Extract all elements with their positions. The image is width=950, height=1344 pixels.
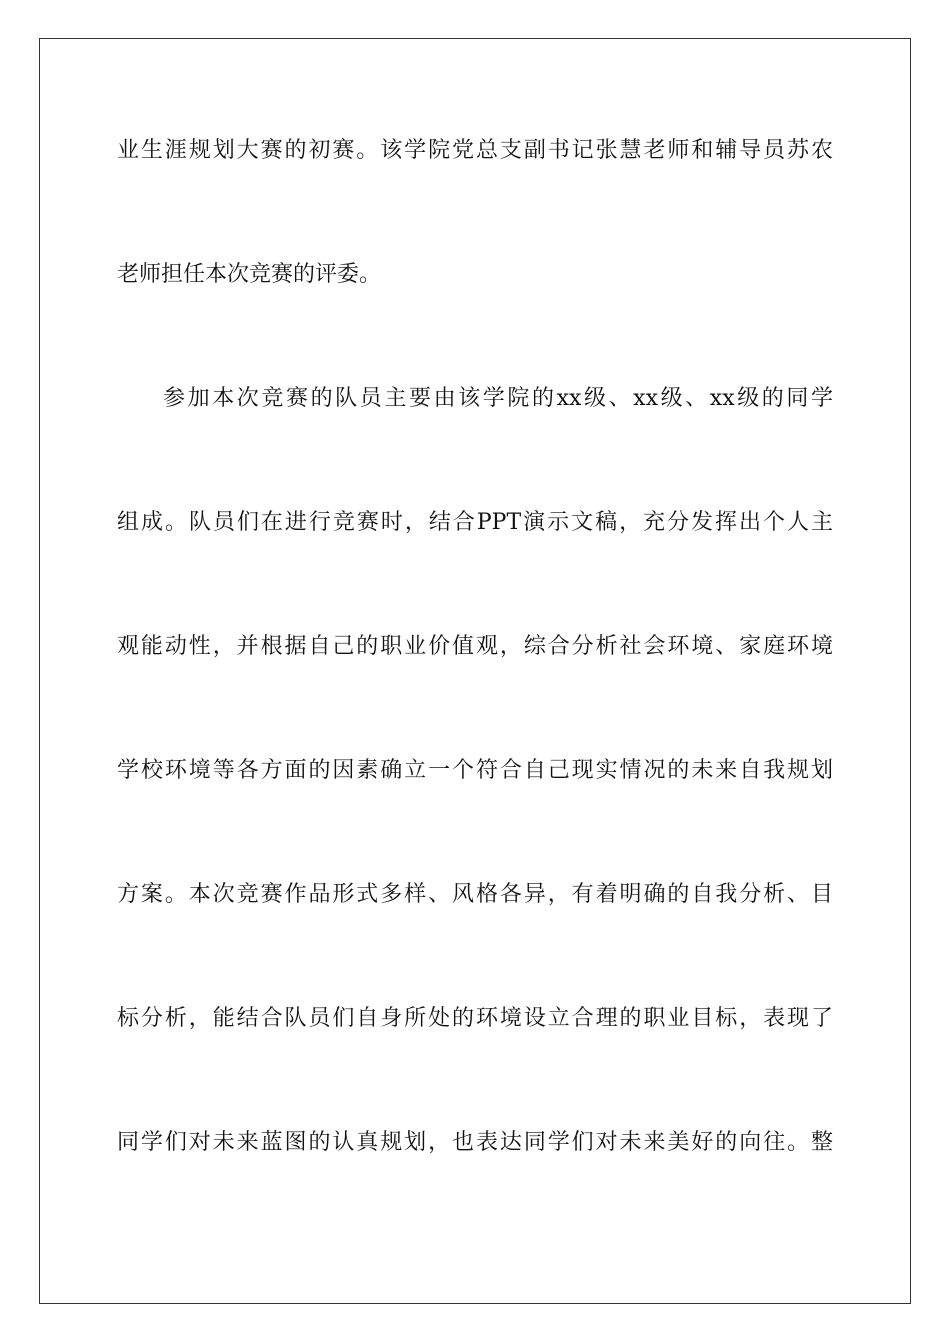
paragraph-line: 组成。队员们在进行竞赛时，结合PPT演示文稿，充分发挥出个人主: [117, 510, 833, 535]
page-frame: [39, 38, 911, 1304]
paragraph-line: 观能动性，并根据自己的职业价值观，综合分析社会环境、家庭环境: [117, 634, 833, 659]
paragraph-first-line: 参加本次竞赛的队员主要由该学院的xx级、xx级、xx级的同学: [163, 386, 833, 411]
paragraph-line: 学校环境等各方面的因素确立一个符合自己现实情况的未来自我规划: [117, 758, 833, 783]
paragraph-line: 方案。本次竞赛作品形式多样、风格各异，有着明确的自我分析、目: [117, 882, 833, 907]
paragraph-line: 业生涯规划大赛的初赛。该学院党总支副书记张慧老师和辅导员苏农: [117, 138, 833, 163]
paragraph-line: 同学们对未来蓝图的认真规划，也表达同学们对未来美好的向往。整: [117, 1130, 833, 1155]
paragraph-line: 老师担任本次竞赛的评委。: [117, 262, 382, 287]
paragraph-line: 标分析，能结合队员们自身所处的环境设立合理的职业目标，表现了: [117, 1006, 833, 1031]
